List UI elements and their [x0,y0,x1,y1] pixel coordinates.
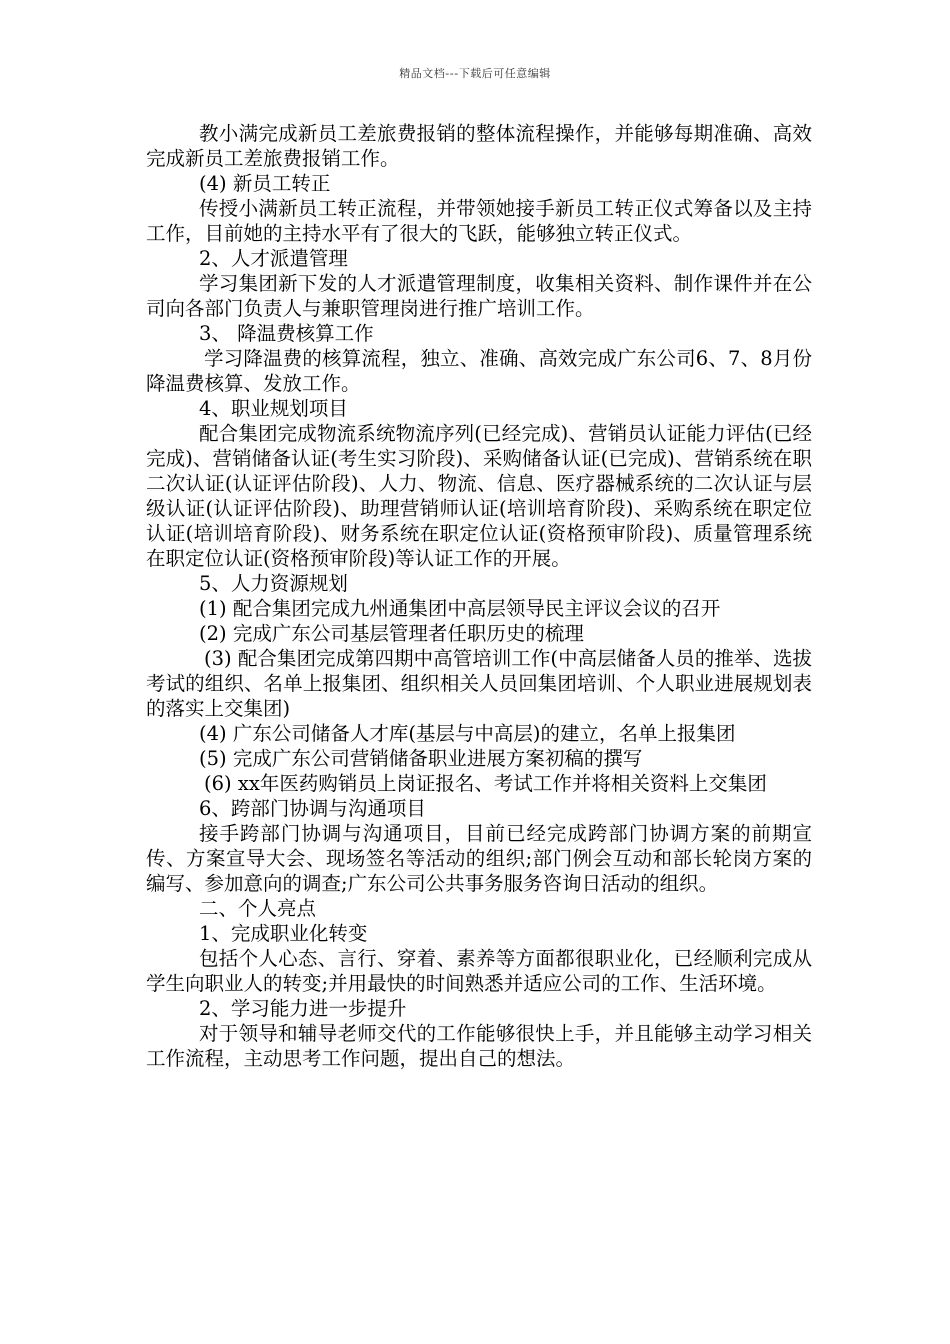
list-item: (4) 广东公司储备人才库(基层与中高层)的建立，名单上报集团 [199,722,736,745]
paragraph: 接手跨部门协调与沟通项目，目前已经完成跨部门协调方案的前期宣传、方案宣导大会、现场签名等活动的组织;部门例会互动和部长轮岗方案的编写、参加意向的调查;广东公司公共事务服务咨询日活动的组织。 [146,822,812,895]
list-item: (1) 配合集团完成九州通集团中高层领导民主评议会议的召开 [199,597,721,620]
list-item: (2) 完成广东公司基层管理者任职历史的梳理 [199,622,584,645]
paragraph: 对于领导和辅导老师交代的工作能够很快上手，并且能够主动学习相关工作流程，主动思考工作问题，提出自己的想法。 [146,1022,812,1070]
list-item: (3) 配合集团完成第四期中高管培训工作(中高层储备人员的推举、选拔考试的组织、名单上报集团、组织相关人员回集团培训、个人职业进展规划表的落实上交集团) [146,647,812,720]
section-heading: 1、完成职业化转变 [199,922,368,945]
paragraph: 包括个人心态、言行、穿着、素养等方面都很职业化，已经顺利完成从学生向职业人的转变;并用最快的时间熟悉并适应公司的工作、生活环境。 [146,947,812,995]
section-heading: 5、人力资源规划 [199,572,348,595]
section-heading: 2、人才派遣管理 [199,247,348,270]
list-item: (5) 完成广东公司营销储备职业进展方案初稿的撰写 [199,747,643,770]
paragraph: 配合集团完成物流系统物流序列(已经完成)、营销员认证能力评估(已经完成)、营销储备认证(考生实习阶段)、采购储备认证(已完成)、营销系统在职二次认证(认证评估阶段)、人力、物流、信息、医疗器械系统的二次认证与层级认证(认证评估阶段)、助理营销师认证(培训培育阶段)、采购系统在职定位认证(培训培育阶段)、财务系统在职定位认证(资格预审阶段)、质量管理系统在职定位认证(资格预审阶段)等认证工作的开展。 [146,422,812,570]
subheading: (4) 新员工转正 [199,172,331,195]
list-item: (6) xx年医药购销员上岗证报名、考试工作并将相关资料上交集团 [204,772,767,795]
paragraph: 教小满完成新员工差旅费报销的整体流程操作，并能够每期准确、高效完成新员工差旅费报销工作。 [146,122,812,170]
paragraph: 学习集团新下发的人才派遣管理制度，收集相关资料、制作课件并在公司向各部门负责人与兼职管理岗进行推广培训工作。 [146,272,812,320]
document-body [146,121,812,1071]
paragraph: 传授小满新员工转正流程，并带领她接手新员工转正仪式筹备以及主持工作，目前她的主持水平有了很大的飞跃，能够独立转正仪式。 [146,197,812,245]
paragraph: 学习降温费的核算流程，独立、准确、高效完成广东公司6、7、8月份降温费核算、发放工作。 [146,347,812,395]
section-heading: 4、职业规划项目 [199,397,348,420]
section-heading: 2、学习能力进一步提升 [199,997,407,1020]
chapter-heading: 二、个人亮点 [199,897,317,920]
section-heading: 6、跨部门协调与沟通项目 [199,797,426,820]
page-header: 精品文档---下载后可任意编辑 [399,67,551,80]
section-heading: 3、 降温费核算工作 [199,322,374,345]
